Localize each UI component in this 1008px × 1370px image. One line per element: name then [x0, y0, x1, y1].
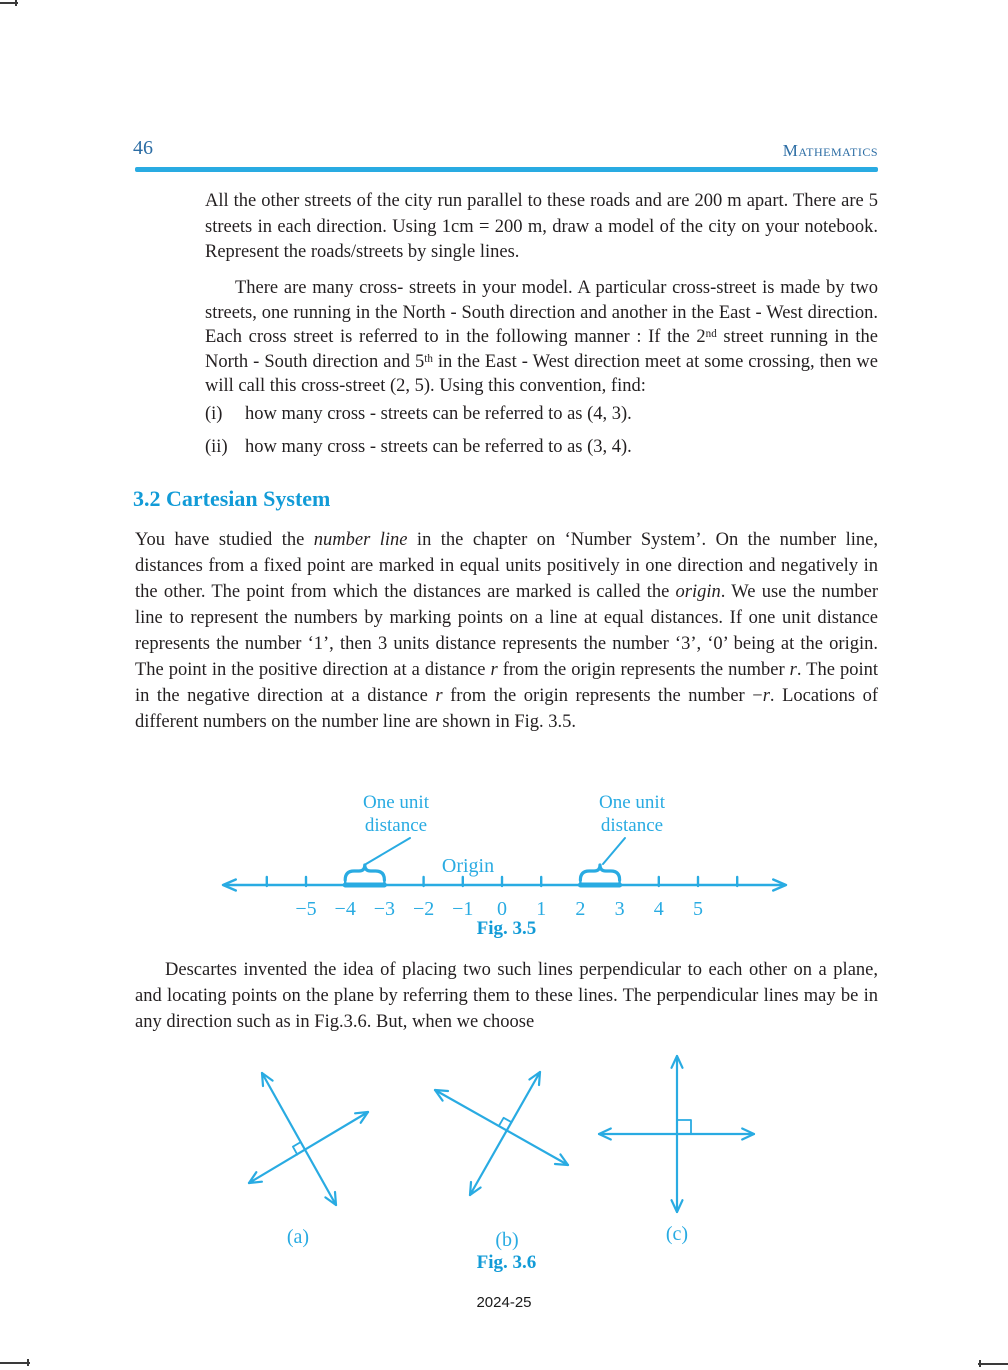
crop-mark-bottom-left [0, 1362, 30, 1364]
one-unit-label-left-line1: One unit [363, 792, 429, 813]
diagram-a [249, 1073, 368, 1205]
crop-mark-bottom-right [978, 1363, 1008, 1365]
svg-text:−1: −1 [452, 898, 474, 920]
list-item-i-text: how many cross - streets can be referred to as (4, 3). [245, 404, 632, 424]
svg-text:3: 3 [614, 898, 625, 920]
one-unit-label-left-line2: distance [364, 815, 428, 836]
svg-text:−3: −3 [373, 898, 396, 920]
section-heading: 3.2 Cartesian System [133, 486, 331, 511]
figure-3-6-perpendicular-lines [200, 1048, 800, 1253]
crop-mark-top-left-tick [15, 0, 17, 6]
svg-text:1: 1 [536, 898, 547, 920]
paragraph-cross-streets: There are many cross- streets in your model. A particular cross-street is made by two streets, one running in the North - South direction and another in the East - West direction. Each cross street is referred to in the following manner : If the 2nd street running in the North - South direction and 5th in the East - West direction meet at some crossing, then we will call this cross-street (2, 5). Using this convention, find: [205, 278, 879, 397]
svg-text:−2: −2 [412, 898, 435, 920]
footer-edition-year: 2024-25 [476, 1294, 532, 1311]
figure-3-5-caption: Fig. 3.5 [476, 918, 537, 939]
sub-label-b: (b) [495, 1229, 519, 1251]
tick-labels [295, 898, 703, 920]
crop-mark-bottom-right-tick [979, 1360, 981, 1367]
list-item-ii-text: how many cross - streets can be referred to as (3, 4). [245, 437, 632, 457]
svg-text:−4: −4 [334, 898, 356, 920]
one-unit-label-right-line1: One unit [599, 792, 665, 813]
svg-text:2: 2 [575, 898, 586, 920]
brace-left [345, 865, 384, 880]
origin-label: Origin [441, 855, 495, 877]
paragraph-streets-model: All the other streets of the city run parallel to these roads and are 200 m apart. There are 5 streets in each direction. Using 1cm = 200 m, draw a model of the city on your notebook. Represent the roads/streets by single lines. [205, 191, 878, 262]
paragraph-number-line: You have studied the number line in the chapter on ‘Number System’. On the number line, distances from a fixed point are marked in equal units positively in one direction and negatively in the other. The point from which the distances are marked is called the origin. We use the number line to represent the numbers by marking points on a line at equal distances. If one unit distance represents the number ‘1’, then 3 units distance represents the number ‘3’, ‘0’ being at the origin. The point in the positive direction at a distance r from the origin represents the number r. The point in the negative direction at a distance r from the origin represents the number −r. Locations of different numbers on the number line are shown in Fig. 3.5. [135, 530, 879, 732]
svg-text:−5: −5 [295, 898, 317, 920]
list-item-i [205, 402, 878, 427]
paragraph-descartes: Descartes invented the idea of placing two such lines perpendicular to each other on a plane, and locating points on the plane by referring them to these lines. The perpendicular lines may be in any direction such as in Fig.3.6. But, when we choose [135, 960, 878, 1032]
list-item-i-label: (i) [205, 404, 223, 424]
diagram-c [599, 1056, 754, 1212]
figure-3-6-caption: Fig. 3.6 [476, 1252, 537, 1273]
header-rule [135, 167, 878, 172]
svg-text:4: 4 [653, 898, 664, 920]
diagram-b [435, 1072, 568, 1195]
brace-right [580, 865, 619, 880]
svg-text:5: 5 [693, 898, 703, 920]
leader-right [603, 838, 625, 864]
leader-left [366, 838, 410, 864]
page-number: 46 [133, 137, 153, 159]
crop-mark-bottom-left-tick [27, 1359, 29, 1366]
list-item-ii [205, 435, 878, 460]
svg-text:0: 0 [497, 898, 507, 920]
right-angle-mark-c [677, 1120, 691, 1134]
sub-label-a: (a) [286, 1226, 310, 1248]
one-unit-label-right-line2: distance [600, 815, 664, 836]
running-header-title: Mathematics [782, 141, 878, 160]
figure-3-5-number-line [180, 781, 830, 923]
list-item-ii-label: (ii) [205, 437, 228, 457]
sub-label-c: (c) [665, 1223, 689, 1245]
